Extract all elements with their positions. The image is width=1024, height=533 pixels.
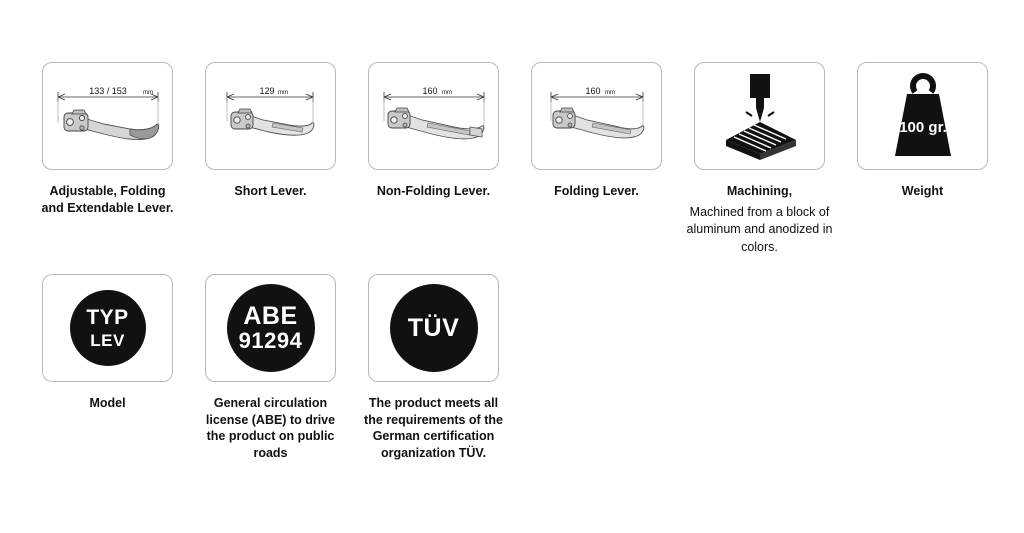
typ-lev-badge-icon (70, 290, 146, 366)
dimension-label: 160 (584, 86, 601, 96)
feature-cell-model (42, 274, 173, 461)
badge-line-1: TYP (86, 306, 129, 329)
dimension-unit: mm (604, 90, 615, 96)
badge-line-1: TÜV (407, 313, 460, 342)
abe-badge-icon (227, 284, 315, 372)
model-card (42, 274, 173, 382)
dimension-unit: mm (142, 90, 153, 96)
feature-cell-short-lever (205, 62, 336, 257)
machining-card (694, 62, 825, 170)
weight-card (857, 62, 988, 170)
feature-cell-folding-lever (531, 62, 662, 257)
feature-caption: Short Lever. (234, 184, 307, 198)
dimension-unit: mm (441, 90, 452, 96)
lever-non-folding-icon (370, 63, 498, 169)
badge-line-2: 91294 (238, 328, 303, 353)
badge-line-2: LEV (90, 331, 125, 350)
lever-card (205, 62, 336, 170)
lever-short-icon (207, 63, 335, 169)
lever-card (368, 62, 499, 170)
tuv-card (368, 274, 499, 382)
feature-caption: Folding Lever. (554, 184, 639, 198)
dimension-label: 129 (258, 86, 275, 96)
tuv-badge-icon (390, 284, 478, 372)
dimension-unit: mm (277, 90, 288, 96)
feature-cell-machining (686, 62, 833, 257)
feature-caption: Adjustable, Folding and Extendable Lever. (41, 184, 174, 215)
feature-cell-non-folding-lever (368, 62, 499, 257)
feature-caption: Model (89, 396, 126, 410)
feature-caption: The product meets all the requirements of the German certification organization TÜV. (364, 396, 503, 460)
feature-row-1 (42, 62, 1020, 257)
feature-caption: Non-Folding Lever. (376, 184, 491, 198)
lever-card (531, 62, 662, 170)
lever-card (42, 62, 173, 170)
cnc-machining-icon (700, 66, 820, 166)
feature-caption: Weight (901, 184, 944, 198)
lever-folding-icon (533, 63, 661, 169)
feature-cell-weight (857, 62, 988, 257)
feature-caption: General circulation license (ABE) to drive the product on public roads (205, 396, 336, 460)
weight-icon (863, 66, 983, 166)
feature-cell-adjustable-folding-extendable (42, 62, 173, 257)
feature-cell-abe (205, 274, 336, 461)
feature-row-2 (42, 274, 531, 461)
dimension-label: 133 / 153 (88, 86, 127, 96)
lever-adjustable-icon (44, 63, 172, 169)
abe-card (205, 274, 336, 382)
feature-cell-tuv (364, 274, 503, 461)
badge-line-1: ABE (243, 302, 298, 330)
feature-caption: Machining, (726, 184, 793, 198)
feature-subcaption: Machined from a block of aluminum and anodized in colors. (686, 204, 833, 254)
weight-badge-label: 100 gr. (898, 119, 947, 136)
dimension-label: 160 (421, 86, 438, 96)
